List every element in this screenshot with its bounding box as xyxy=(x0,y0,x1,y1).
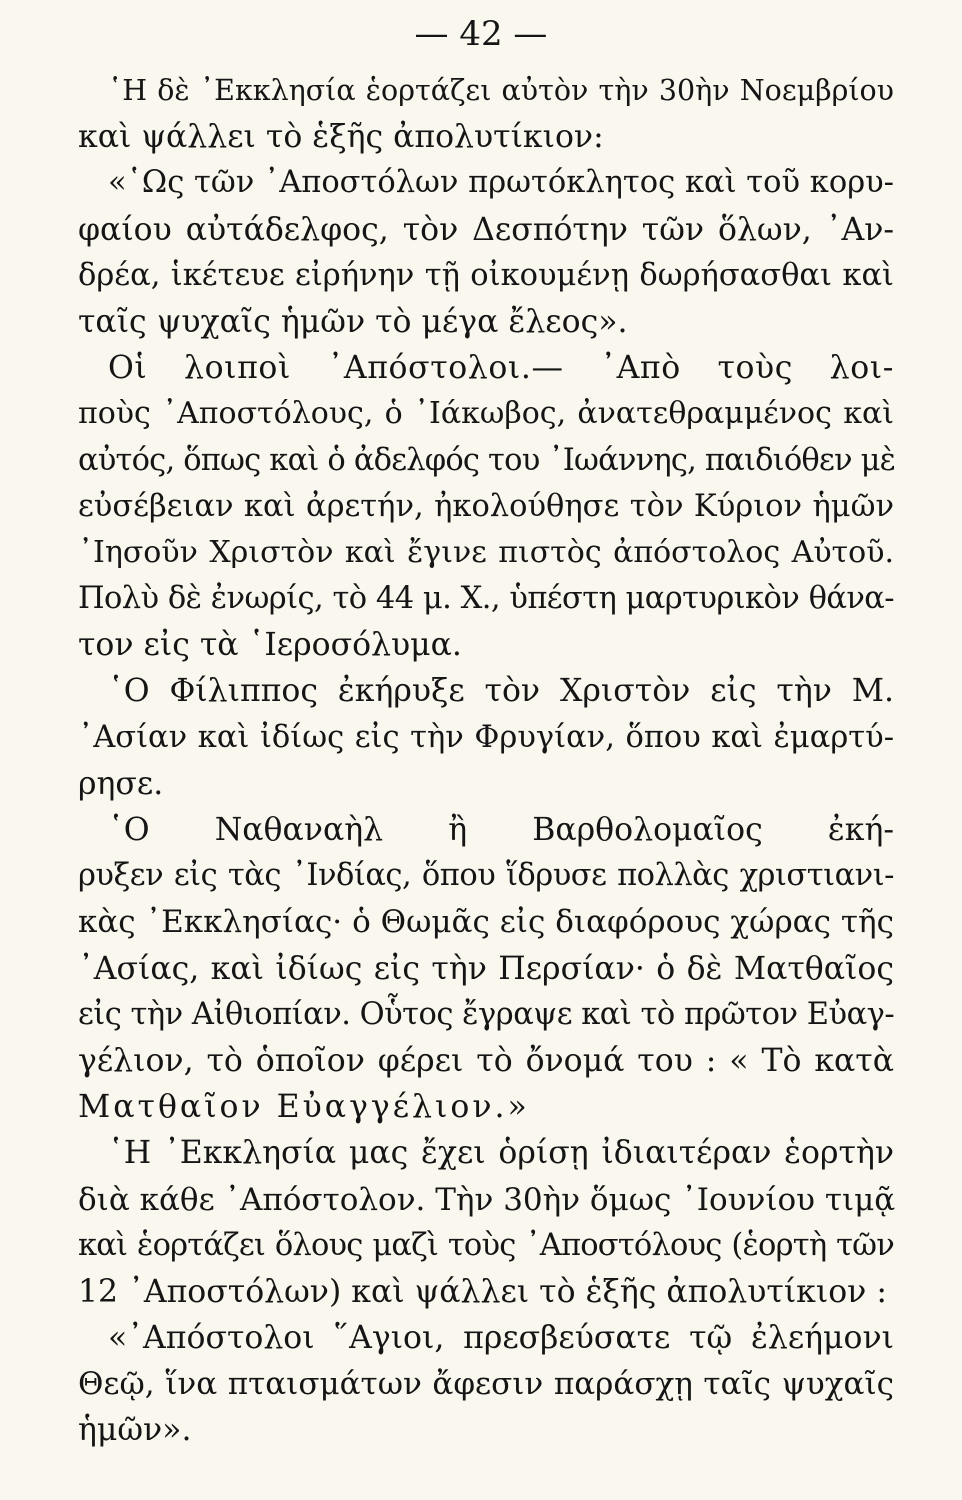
text-line: ῾Ο Ναθαναὴλ ἢ Βαρθολομαῖος ἐκή- xyxy=(108,812,894,848)
text-line: Πολὺ δὲ ἐνωρίς, τὸ 44 μ. Χ., ὑπέστη μαρτυρικὸν θάνα- xyxy=(78,581,894,617)
text-line: διὰ κάθε ᾿Απόστολον. Τὴν 30ὴν ὅμως ᾿Ιουνίου τιμᾷ xyxy=(78,1181,896,1218)
text-line: ᾿Ασίας, καὶ ἰδίως εἰς τὴν Περσίαν· ὁ δὲ Ματθαῖος xyxy=(78,950,894,987)
text-line: εἰς τὴν Αἰθιοπίαν. Οὗτος ἔγραψε καὶ τὸ πρῶτον Εὐαγ- xyxy=(78,996,895,1032)
text-line: καὶ ἑορτάζει ὅλους μαζὶ τοὺς ᾿Αποστόλους (ἑορτὴ τῶν xyxy=(78,1227,894,1263)
text-line: Ματθαῖον Εὐαγγέλιον.» xyxy=(78,1089,530,1126)
text-line: 12 ᾿Αποστόλων) καὶ ψάλλει τὸ ἑξῆς ἀπολυτίκιον : xyxy=(78,1273,887,1310)
text-line: φαίου αὐτάδελφος, τὸν Δεσπότην τῶν ὅλων, ᾿Αν- xyxy=(78,211,894,248)
text-line: δρέα, ἱκέτευε εἰρήνην τῇ οἰκουμένῃ δωρήσασθαι καὶ xyxy=(78,257,894,293)
page-number: — 42 — xyxy=(414,14,548,54)
text-line: ρυξεν εἰς τὰς ᾿Ινδίας, ὅπου ἵδρυσε πολλὰς χριστιανι- xyxy=(78,858,894,894)
text-line: ταῖς ψυχαῖς ἡμῶν τὸ μέγα ἔλεος». xyxy=(78,303,628,340)
text-line: «῾Ως τῶν ᾿Αποστόλων πρωτόκλητος καὶ τοῦ κορυ- xyxy=(108,165,894,201)
text-line: εὐσέβειαν καὶ ἀρετήν, ἠκολούθησε τὸν Κύριον ἡμῶν xyxy=(78,488,894,524)
text-line: ᾿Ιησοῦν Χριστὸν καὶ ἔγινε πιστὸς ἀπόστολος Αὐτοῦ. xyxy=(78,534,894,570)
text-line: τον εἰς τὰ ῾Ιεροσόλυμα. xyxy=(78,627,462,664)
text-line: ἡμῶν». xyxy=(78,1412,192,1449)
text-line: «᾿Απόστολοι ῞Αγιοι, πρεσβεύσατε τῷ ἐλεήμονι xyxy=(108,1320,894,1357)
text-line: καὶ ψάλλει τὸ ἑξῆς ἀπολυτίκιον: xyxy=(78,119,604,156)
text-line: ποὺς ᾿Αποστόλους, ὁ ᾿Ιάκωβος, ἀνατεθραμμένος καὶ xyxy=(78,396,894,432)
text-line: γέλιον, τὸ ὁποῖον φέρει τὸ ὄνομά του : « Τὸ κατὰ xyxy=(78,1042,894,1079)
text-line: ᾿Ασίαν καὶ ἰδίως εἰς τὴν Φρυγίαν, ὅπου καὶ ἐμαρτύ- xyxy=(78,719,894,755)
text-line: αὐτός, ὅπως καὶ ὁ ἀδελφός του ᾿Ιωάννης, παιδιόθεν μὲ xyxy=(78,442,896,478)
body-text xyxy=(78,68,894,1454)
text-line: ῾Η ᾿Εκκλησία μας ἔχει ὁρίσῃ ἰδιαιτέραν ἑορτὴν xyxy=(108,1135,894,1172)
text-line: ῾Ο Φίλιππος ἐκήρυξε τὸν Χριστὸν εἰς τὴν Μ. xyxy=(108,673,894,710)
text-line: Οἱ λοιποὶ ᾿Απόστολοι.— ᾿Απὸ τοὺς λοι- xyxy=(108,350,894,387)
text-line: ρησε. xyxy=(78,765,164,802)
text-line: ῾Η δὲ ᾿Εκκλησία ἑορτάζει αὐτὸν τὴν 30ὴν Νοεμβρίου xyxy=(108,74,894,107)
text-line: Θεῷ, ἵνα πταισμάτων ἄφεσιν παράσχῃ ταῖς ψυχαῖς xyxy=(78,1366,894,1403)
text-line: κὰς ᾿Εκκλησίας· ὁ Θωμᾶς εἰς διαφόρους χώρας τῆς xyxy=(78,904,894,941)
